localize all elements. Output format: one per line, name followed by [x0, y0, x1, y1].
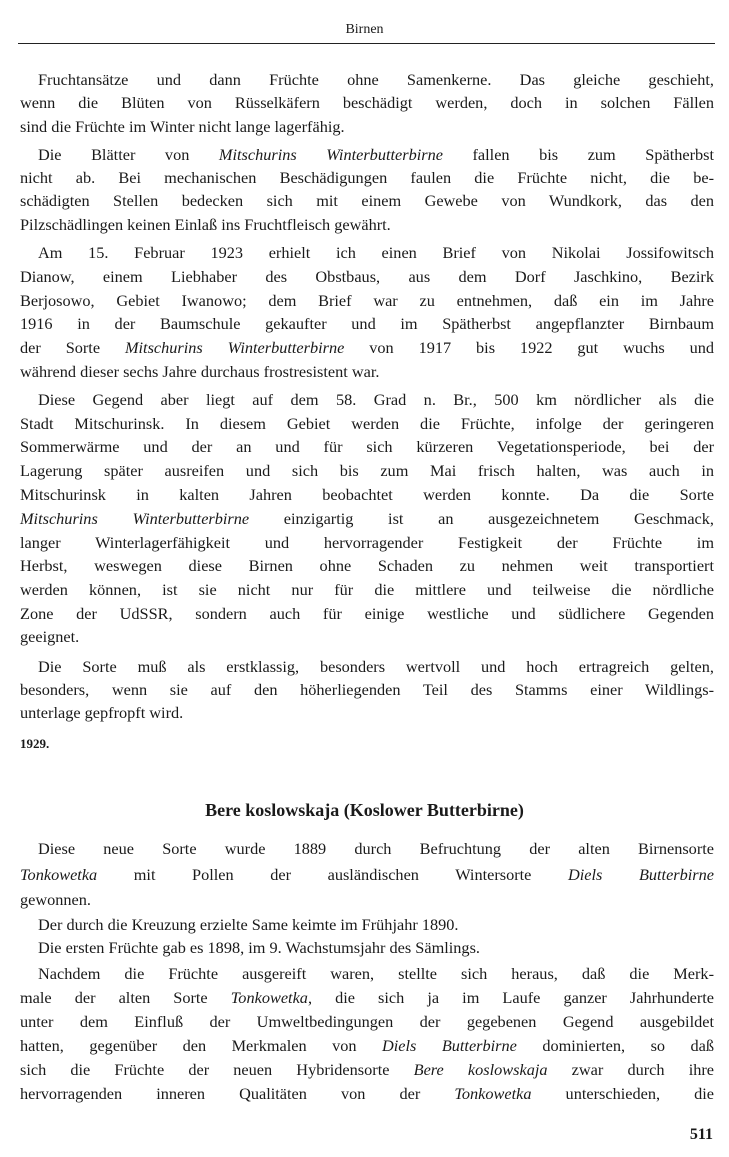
text-line: [20, 461, 714, 481]
text-line: [20, 680, 714, 700]
text-run: Mitschurinsk in kalten Jahren beobachtet werden konnte. Da die Sorte: [20, 485, 714, 504]
text-run: Diese neue Sorte wurde 1889 durch Befruchtung der alten Birnensorte: [38, 839, 714, 858]
text-run: Sommerwärme und der an und für sich kürzeren Vegetationsperiode, bei der: [20, 437, 714, 456]
text-run: sich die Früchte der neuen Hybridensorte: [20, 1060, 414, 1079]
text-line: [20, 267, 714, 287]
text-line: [20, 1012, 714, 1032]
text-run: Berjosowo, Gebiet Iwanowo; dem Brief war zu entnehmen, daß ein im Jahre: [20, 291, 714, 310]
text-line: [38, 964, 714, 984]
text-run: von 1917 bis 1922 gut wuchs und: [344, 338, 715, 357]
text-line: [38, 938, 714, 958]
italic-variety-name: Diels Butterbirne: [568, 865, 715, 884]
italic-variety-name: Mitschurins Winterbutterbirne: [218, 145, 443, 164]
italic-variety-name: Tonkowetka: [230, 988, 308, 1007]
text-line: [20, 556, 714, 576]
italic-variety-name: Tonkowetka: [20, 865, 98, 884]
text-line: [38, 839, 714, 859]
text-line: [20, 191, 714, 211]
text-line: [20, 865, 714, 885]
text-run: sind die Früchte im Winter nicht lange lagerfähig.: [20, 117, 345, 136]
text-run: unter dem Einfluß der Umweltbedingungen der gegebenen Gegend ausgebildet: [20, 1012, 714, 1031]
text-run: der Sorte: [20, 338, 125, 357]
text-run: Die Sorte muß als erstklassig, besonders wertvoll und hoch ertragreich gelten,: [38, 657, 714, 676]
text-run: Fruchtansätze und dann Früchte ohne Samenkerne. Das gleiche geschieht,: [38, 70, 714, 89]
text-line: [20, 485, 714, 505]
text-line: [20, 627, 714, 647]
text-line: [38, 915, 714, 935]
text-run: male der alten Sorte: [20, 988, 231, 1007]
text-run: während dieser sechs Jahre durchaus frostresistent war.: [20, 362, 380, 381]
text-line: [38, 70, 714, 90]
text-run: unterschieden, die: [531, 1084, 714, 1103]
text-line: [20, 1084, 714, 1104]
text-line: [20, 338, 714, 358]
text-line: [38, 243, 714, 263]
text-run: Die ersten Früchte gab es 1898, im 9. Wachstumsjahr des Sämlings.: [38, 938, 480, 957]
year-note: 1929.: [20, 736, 50, 751]
section-heading: Bere koslowskaja (Koslower Butterbirne): [205, 800, 524, 820]
text-run: wenn die Blüten von Rüsselkäfern beschädigt werden, doch in solchen Fällen: [20, 93, 714, 112]
text-line: [38, 390, 714, 410]
text-run: 1916 in der Baumschule gekaufter und im Spätherbst angepflanzter Birnbaum: [20, 314, 714, 333]
text-run: werden können, ist sie nicht nur für die mittlere und teilweise die nördliche: [20, 580, 714, 599]
text-run: Herbst, weswegen diese Birnen ohne Schaden zu nehmen weit transportiert: [20, 556, 714, 575]
text-line: [20, 703, 714, 723]
italic-variety-name: Mitschurins Winterbutterbirne: [20, 509, 250, 528]
text-run: , die sich ja im Laufe ganzer Jahrhunderte: [307, 988, 715, 1007]
text-run: Diese Gegend aber liegt auf dem 58. Grad n. Br., 500 km nördlicher als die: [38, 390, 714, 409]
text-run: hervorragenden inneren Qualitäten von der: [20, 1084, 455, 1103]
text-run: geeignet.: [20, 627, 80, 646]
text-run: schädigten Stellen bedecken sich mit einem Gewebe von Wundkork, das den: [20, 191, 714, 210]
header-rule: [18, 43, 715, 44]
running-header: Birnen: [345, 22, 384, 37]
text-line: [20, 533, 714, 553]
text-line: [20, 414, 714, 434]
text-run: gewonnen.: [20, 890, 91, 909]
text-line: [20, 117, 714, 137]
text-line: [20, 93, 714, 113]
italic-variety-name: Diels Butterbirne: [381, 1036, 517, 1055]
italic-variety-name: Bere koslowskaja: [413, 1060, 548, 1079]
text-line: [38, 145, 714, 165]
italic-variety-name: Mitschurins Winterbutterbirne: [124, 338, 345, 357]
text-run: Stadt Mitschurinsk. In diesem Gebiet werden die Früchte, infolge der geringeren: [20, 414, 714, 433]
text-line: [20, 890, 714, 910]
text-run: Lagerung später ausreifen und sich bis zum Mai frisch halten, was auch in: [20, 461, 714, 480]
page-number: 511: [689, 1126, 713, 1143]
text-line: [20, 604, 714, 624]
text-line: [20, 291, 714, 311]
text-line: [20, 314, 714, 334]
text-run: nicht ab. Bei mechanischen Beschädigungen faulen die Früchte nicht, die be-: [20, 168, 714, 187]
text-run: dominierten, so daß: [516, 1036, 715, 1055]
text-run: Der durch die Kreuzung erzielte Same keimte im Frühjahr 1890.: [38, 915, 459, 934]
text-run: fallen bis zum Spätherbst: [442, 145, 715, 164]
text-line: [20, 509, 714, 529]
text-line: [20, 437, 714, 457]
text-run: Die Blätter von: [38, 145, 219, 164]
text-line: [38, 657, 714, 677]
text-run: langer Winterlagerfähigkeit und hervorragender Festigkeit der Früchte im: [20, 533, 714, 552]
text-run: Dianow, einem Liebhaber des Obstbaus, aus dem Dorf Jaschkino, Bezirk: [20, 267, 714, 286]
text-line: [20, 362, 714, 382]
text-line: [20, 215, 714, 235]
text-run: unterlage gepfropft wird.: [20, 703, 184, 722]
italic-variety-name: Tonkowetka: [454, 1084, 532, 1103]
text-run: zwar durch ihre: [547, 1060, 715, 1079]
text-line: [20, 1036, 714, 1056]
text-run: Nachdem die Früchte ausgereift waren, stellte sich heraus, daß die Merk-: [38, 964, 714, 983]
text-run: mit Pollen der ausländischen Wintersorte: [97, 865, 568, 884]
text-line: [20, 988, 714, 1008]
text-run: Am 15. Februar 1923 erhielt ich einen Brief von Nikolai Jossifowitsch: [38, 243, 714, 262]
text-run: hatten, gegenüber den Merkmalen von: [20, 1036, 382, 1055]
text-run: einzigartig ist an ausgezeichnetem Geschmack,: [249, 509, 714, 528]
text-run: besonders, wenn sie auf den höherliegenden Teil des Stamms einer Wildlings-: [20, 680, 714, 699]
text-run: Zone der UdSSR, sondern auch für einige westliche und südlichere Gegenden: [20, 604, 714, 623]
text-line: [20, 580, 714, 600]
text-line: [20, 1060, 714, 1080]
text-line: [20, 168, 714, 188]
text-run: Pilzschädlingen keinen Einlaß ins Fruchtfleisch gewährt.: [20, 215, 391, 234]
